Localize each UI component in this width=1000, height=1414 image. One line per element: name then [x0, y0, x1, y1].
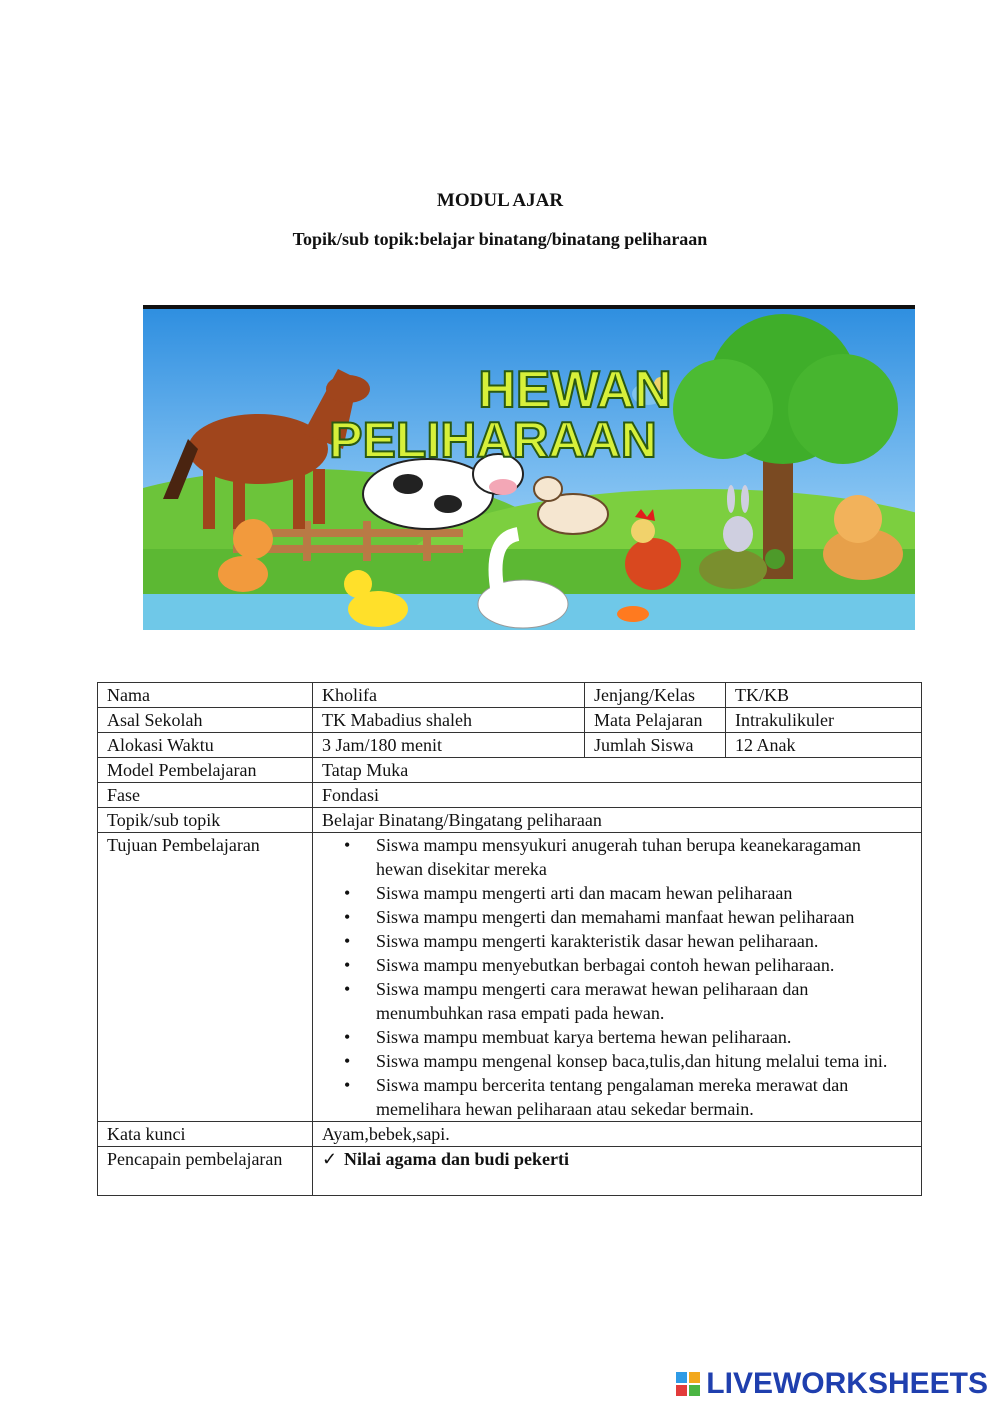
jumlah-siswa-label: Jumlah Siswa — [585, 733, 726, 758]
logo-text: LIVEWORKSHEETS — [706, 1367, 988, 1400]
mata-pelajaran-value: Intrakulikuler — [726, 708, 922, 733]
list-item: • Siswa mampu mensyukuri anugerah tuhan berupa keanekaragaman hewan disekitar mereka — [322, 833, 912, 881]
checkmark-icon: ✓ — [322, 1149, 338, 1169]
pencapaian-value: Nilai agama dan budi pekerti — [344, 1149, 570, 1169]
alokasi-waktu-value: 3 Jam/180 menit — [313, 733, 585, 758]
table-row — [98, 758, 922, 783]
liveworksheets-logo-icon — [676, 1372, 700, 1396]
list-item: • Siswa mampu mengerti cara merawat hewan peliharaan dan menumbuhkan rasa empati pada hewan. — [322, 977, 912, 1025]
table-row — [98, 1122, 922, 1147]
list-item: • Siswa mampu mengerti dan memahami manfaat hewan peliharaan — [322, 905, 912, 929]
list-item: • Siswa mampu bercerita tentang pengalaman mereka merawat dan memelihara hewan peliharaan atau sekedar bermain. — [322, 1073, 912, 1121]
mata-pelajaran-label: Mata Pelajaran — [585, 708, 726, 733]
table-row — [98, 733, 922, 758]
tujuan-list-cell — [313, 833, 922, 1122]
pencapaian-cell — [313, 1147, 922, 1196]
jenjang-label: Jenjang/Kelas — [585, 683, 726, 708]
tujuan-list — [322, 833, 912, 1121]
jenjang-value: TK/KB — [726, 683, 922, 708]
list-item: • Siswa mampu mengerti karakteristik dasar hewan peliharaan. — [322, 929, 912, 953]
list-item: • Siswa mampu membuat karya bertema hewan peliharaan. — [322, 1025, 912, 1049]
info-table — [97, 682, 922, 1196]
jumlah-siswa-value: 12 Anak — [726, 733, 922, 758]
nama-value: Kholifa — [313, 683, 585, 708]
asal-sekolah-label: Asal Sekolah — [98, 708, 313, 733]
topik-label: Topik/sub topik — [98, 808, 313, 833]
banner-title-line2: PELIHARAAN — [329, 412, 657, 468]
table-row — [98, 708, 922, 733]
model-pembelajaran-value: Tatap Muka — [313, 758, 922, 783]
list-item: • Siswa mampu mengenal konsep baca,tulis,dan hitung melalui tema ini. — [322, 1049, 912, 1073]
topik-value: Belajar Binatang/Bingatang peliharaan — [313, 808, 922, 833]
kata-kunci-value: Ayam,bebek,sapi. — [313, 1122, 922, 1147]
table-row — [98, 833, 922, 1122]
table-row — [98, 783, 922, 808]
banner-title-line1: HEWAN — [478, 361, 672, 419]
table-row — [98, 1147, 922, 1196]
asal-sekolah-value: TK Mabadius shaleh — [313, 708, 585, 733]
list-item: • Siswa mampu mengerti arti dan macam hewan peliharaan — [322, 881, 912, 905]
document-title: MODUL AJAR — [436, 190, 564, 211]
model-pembelajaran-label: Model Pembelajaran — [98, 758, 313, 783]
alokasi-waktu-label: Alokasi Waktu — [98, 733, 313, 758]
liveworksheets-logo — [676, 1364, 988, 1404]
kata-kunci-label: Kata kunci — [98, 1122, 313, 1147]
pencapaian-label: Pencapain pembelajaran — [98, 1147, 313, 1196]
list-item: • Siswa mampu menyebutkan berbagai contoh hewan peliharaan. — [322, 953, 912, 977]
tujuan-label: Tujuan Pembelajaran — [98, 833, 313, 1122]
banner-image — [143, 305, 915, 630]
nama-label: Nama — [98, 683, 313, 708]
table-row — [98, 683, 922, 708]
fase-value: Fondasi — [313, 783, 922, 808]
document-subtitle: Topik/sub topik:belajar binatang/binatang peliharaan — [292, 229, 708, 249]
fase-label: Fase — [98, 783, 313, 808]
table-row — [98, 808, 922, 833]
fish-graphic — [617, 606, 649, 622]
